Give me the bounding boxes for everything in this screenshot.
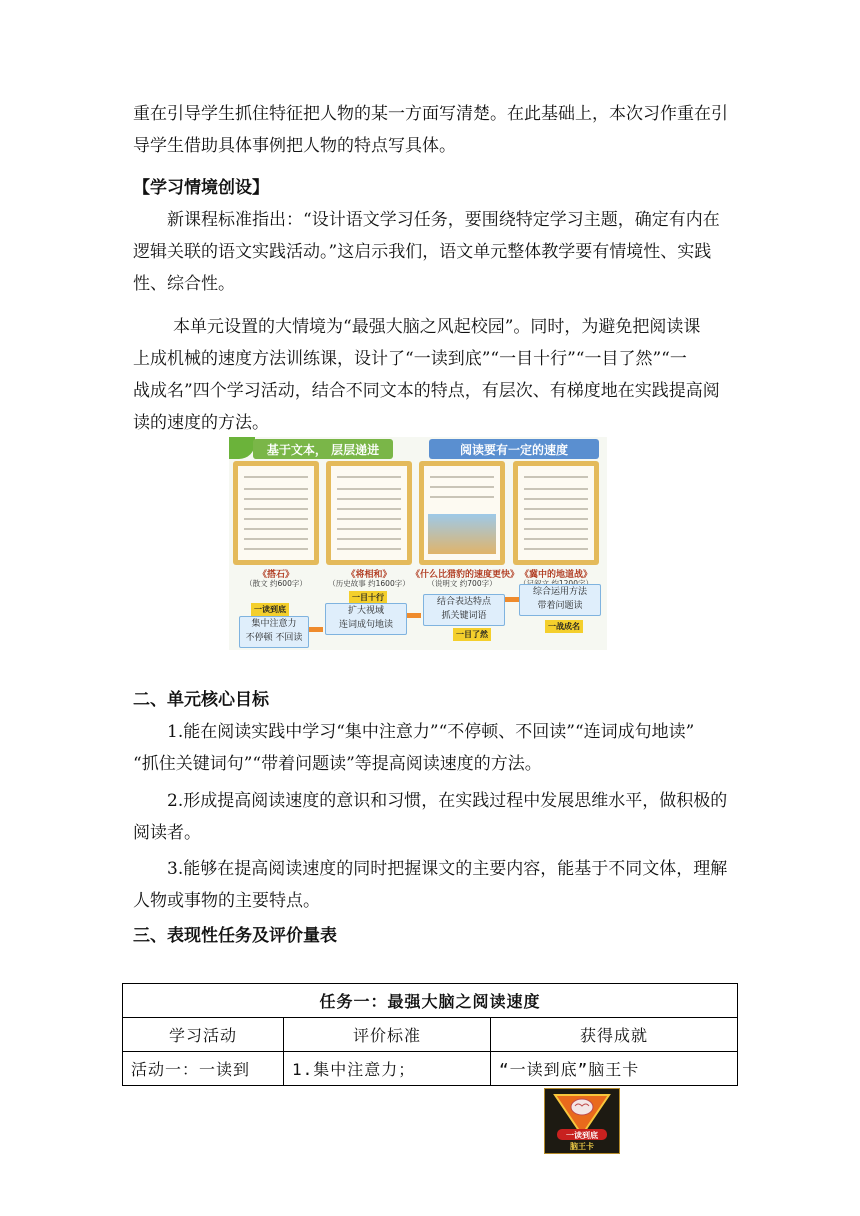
table-header-row [123,1018,738,1052]
step-text: 集中注意力 [251,619,297,629]
book-cover [326,461,412,565]
arrow-connector [309,627,323,632]
section-heading-tasks: 三、表现性任务及评价量表 [133,926,337,946]
text-line: 上成机械的速度方法训练课，设计了“一读到底”“一目十行”“一目了然”“一 [133,349,687,369]
book-title: 《什么比猎豹的速度更快》 [410,570,519,580]
text-line: 重在引导学生抓住特征把人物的某一方面写清楚。在此基础上，本次习作重在引 [133,104,728,124]
step-box [239,616,309,648]
step-text: 带着问题读 [537,601,583,611]
text-line: 人物或事物的主要特点。 [133,891,320,911]
brain-king-card-image [544,1088,620,1154]
text-line: 性、综合性。 [133,274,235,294]
situation-paragraph-2 [133,311,733,439]
book-subtitle: （历史故事 约1600字） [328,579,410,588]
book-title: 《将相和》 [346,570,392,580]
text-line: 阅读者。 [133,823,201,843]
arrow-connector [407,613,421,618]
svg-text:一读到底: 一读到底 [566,1131,598,1140]
column-header: 评价标准 [284,1018,491,1052]
leaf-decoration [229,437,255,459]
column-header: 获得成就 [491,1018,738,1052]
book-title: 《冀中的地道战》 [519,570,592,580]
goal-2 [133,785,733,849]
brain-icon [545,1089,619,1153]
book-title: 《搭石》 [257,570,294,580]
step-tag: 一读到底 [251,603,289,616]
step-tag: 一目十行 [349,591,387,604]
book-cover [233,461,319,565]
banner-left: 基于文本， 层层递进 [253,439,393,459]
step-text: 综合运用方法 [532,587,587,597]
step-box [519,584,601,616]
text-line: 1.能在阅读实践中学习“集中注意力”“不停顿、不回读”“连词成句地读” [167,722,695,742]
book-cover [419,461,505,565]
column-header: 学习活动 [123,1018,284,1052]
text-line: 3.能够在提高阅读速度的同时把握课文的主要内容，能基于不同文体，理解 [167,859,728,879]
step-tag: 一目了然 [453,628,491,641]
step-box [423,594,505,626]
desert-photo [428,514,496,554]
situation-paragraph-1 [133,204,733,300]
table-cell: “一读到底”脑王卡 [491,1052,738,1086]
section-heading-situation: 【学习情境创设】 [133,178,269,198]
section-heading-goals: 二、单元核心目标 [133,690,269,710]
arrow-connector [505,597,519,602]
table-cell: 活动一：一读到 [123,1052,284,1086]
text-line: 导学生借助具体事例把人物的特点写具体。 [133,136,456,156]
step-text: 结合表达特点 [436,597,491,607]
book-subtitle: （说明文 约700字） [427,579,497,588]
text-line: 逻辑关联的语文实践活动。”这启示我们，语文单元整体教学要有情境性、实践 [133,242,712,262]
step-text: 不停顿 不回读 [245,633,303,643]
step-tag: 一战成名 [545,620,583,633]
text-line: 本单元设置的大情境为“最强大脑之风起校园”。同时，为避免把阅读课 [173,317,701,337]
step-text: 连词成句地读 [338,620,393,630]
table-cell: 1.集中注意力； [284,1052,491,1086]
table-title: 任务一：最强大脑之阅读速度 [123,984,738,1018]
goal-3 [133,853,733,917]
step-box [325,603,407,635]
text-line: 2.形成提高阅读速度的意识和习惯，在实践过程中发展思维水平，做积极的 [167,791,728,811]
banner-right: 阅读要有一定的速度 [429,439,599,459]
svg-text:脑王卡: 脑王卡 [570,1142,594,1151]
table-row [123,1052,738,1086]
book-subtitle: （散文 约600字） [245,579,307,588]
reading-speed-illustration [229,437,607,650]
intro-paragraph [133,98,733,162]
goal-1 [133,716,733,780]
text-line: “抓住关键词句”“带着问题读”等提高阅读速度的方法。 [133,754,542,774]
text-line: 新课程标准指出：“设计语文学习任务，要围绕特定学习主题，确定有内在 [167,210,720,230]
book-cover [513,461,599,565]
step-text: 抓关键词语 [441,611,487,621]
table-title-row [123,984,738,1018]
evaluation-table [122,983,738,1086]
text-line: 战成名”四个学习活动，结合不同文本的特点，有层次、有梯度地在实践提高阅 [133,381,720,401]
text-line: 读的速度的方法。 [133,413,269,433]
step-text: 扩大视域 [347,606,384,616]
